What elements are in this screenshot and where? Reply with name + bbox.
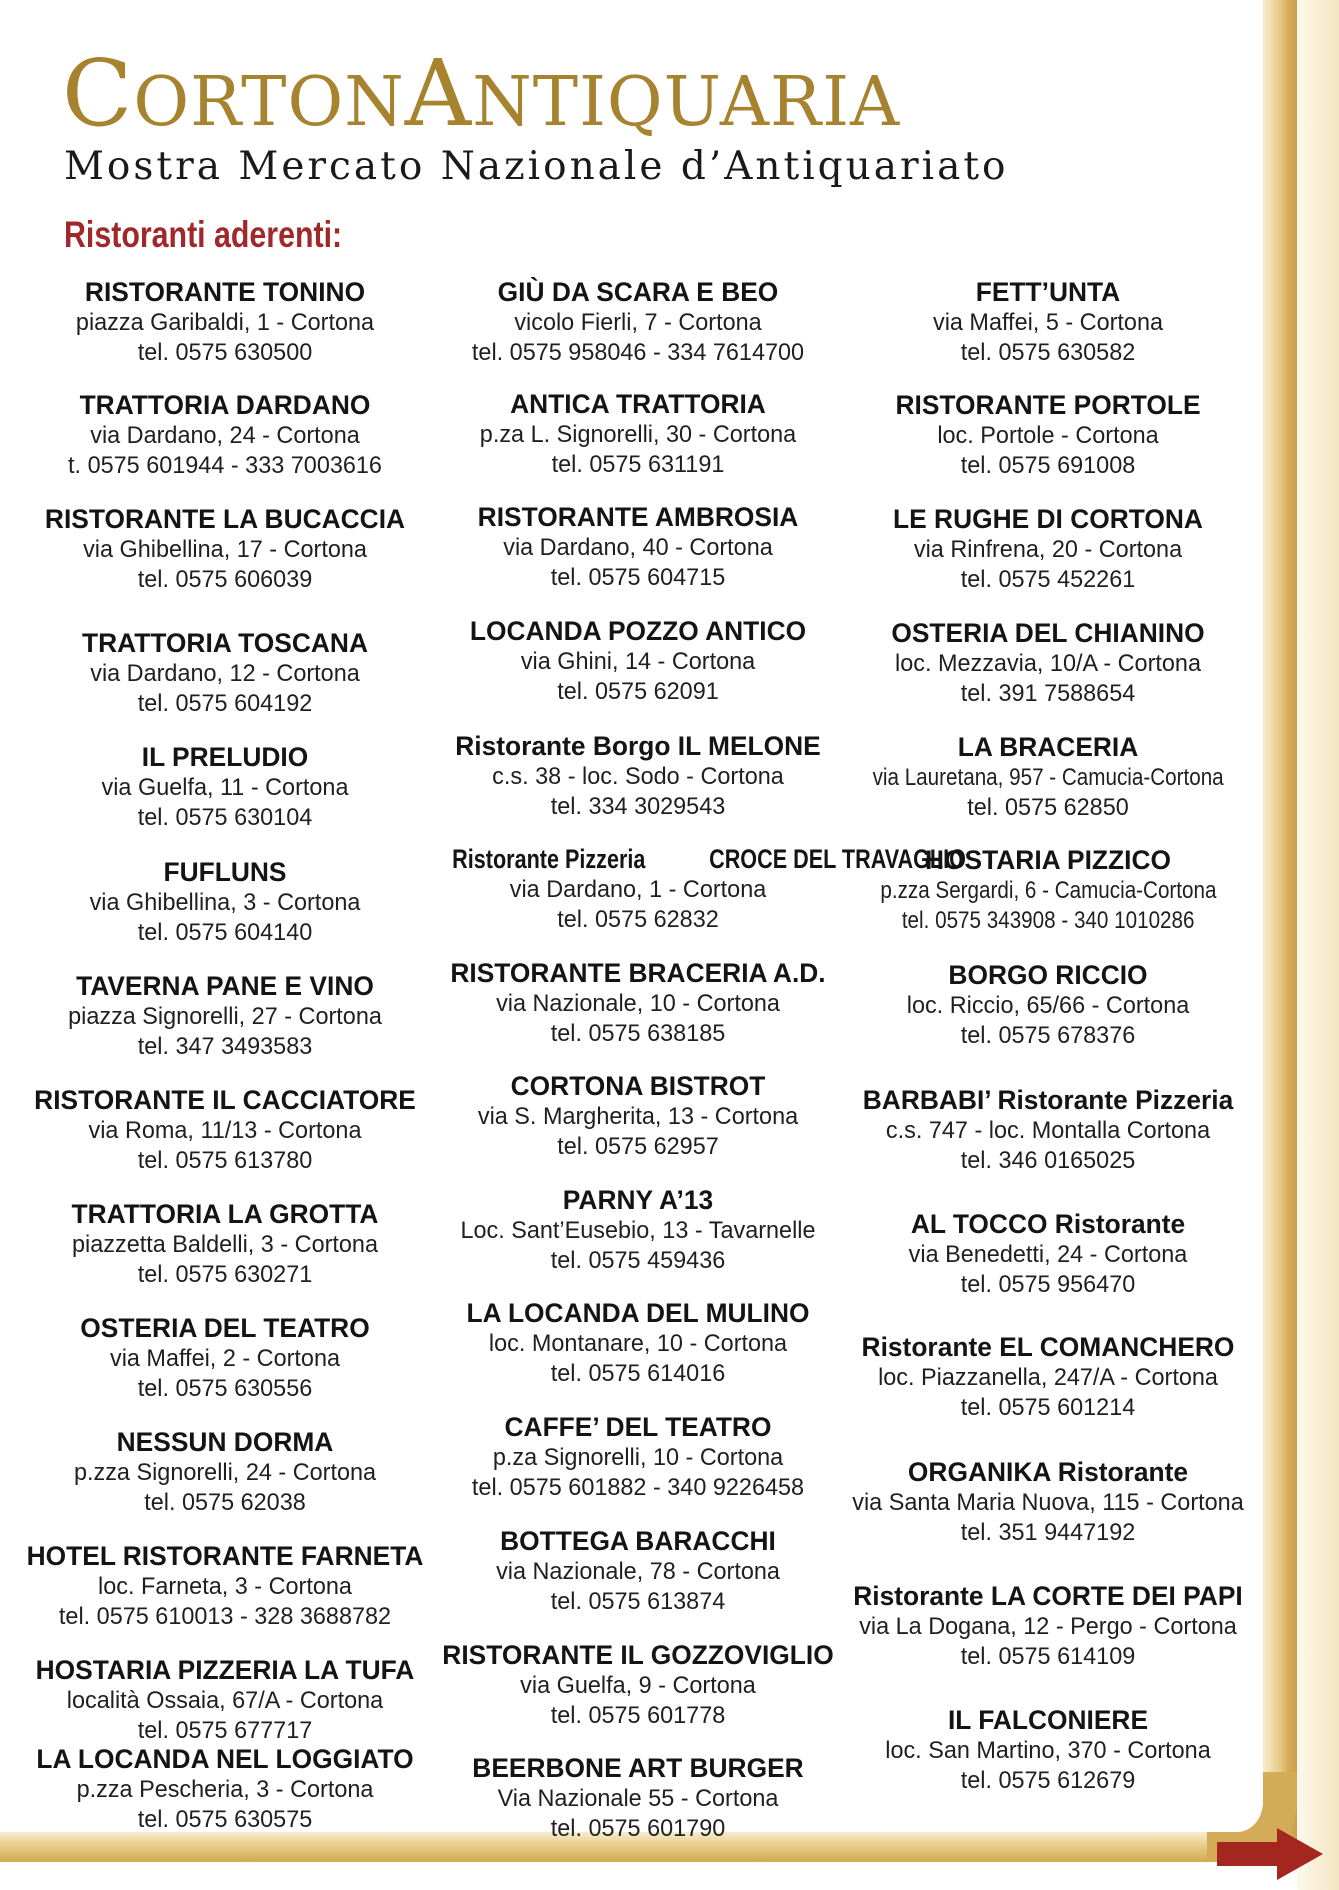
restaurant-address: loc. Portole - Cortona bbox=[937, 422, 1159, 449]
restaurant-name: IL FALCONIERE bbox=[947, 1705, 1149, 1735]
restaurant-name: LA LOCANDA NEL LOGGIATO bbox=[36, 1744, 414, 1774]
restaurant-phone: tel. 0575 610013 - 328 3688782 bbox=[58, 1603, 392, 1630]
restaurant-entry bbox=[15, 1426, 435, 1518]
restaurant-phone: tel. 0575 62957 bbox=[557, 1133, 719, 1160]
restaurant-address bbox=[838, 763, 1258, 793]
restaurant-name-main: CROCE DEL TRAVAGLIO bbox=[709, 844, 967, 874]
restaurant-phone: tel. 0575 459436 bbox=[550, 1247, 726, 1274]
restaurant-phone: tel. 0575 630104 bbox=[137, 804, 313, 831]
restaurant-entry bbox=[428, 1525, 848, 1617]
restaurant-address: c.s. 747 - loc. Montalla Cortona bbox=[885, 1117, 1211, 1144]
restaurant-phone: tel. 0575 630575 bbox=[137, 1806, 313, 1833]
restaurant-phone: tel. 0575 677717 bbox=[137, 1717, 313, 1744]
page-frame-right bbox=[1263, 0, 1297, 1845]
restaurant-address: via Maffei, 5 - Cortona bbox=[932, 309, 1164, 336]
restaurant-phone: t. 0575 601944 - 333 7003616 bbox=[68, 452, 382, 479]
restaurant-name: PARNY A’13 bbox=[562, 1185, 714, 1215]
restaurant-phone: tel. 0575 631191 bbox=[551, 451, 725, 478]
restaurant-phone: tel. 0575 601790 bbox=[550, 1815, 726, 1842]
restaurant-phone: tel. 334 3029543 bbox=[550, 793, 726, 820]
restaurant-entry bbox=[838, 276, 1258, 368]
restaurant-entry bbox=[428, 1411, 848, 1503]
restaurant-name: RISTORANTE TONINO bbox=[84, 277, 366, 307]
restaurant-address: via Dardano, 12 - Cortona bbox=[90, 660, 360, 687]
restaurant-entry bbox=[428, 1070, 848, 1162]
restaurant-phone: tel. 0575 606039 bbox=[137, 566, 313, 593]
restaurant-entry bbox=[15, 1743, 435, 1835]
restaurant-phone: tel. 0575 601214 bbox=[960, 1394, 1136, 1421]
restaurant-entry bbox=[15, 276, 435, 368]
restaurant-address: loc. Riccio, 65/66 - Cortona bbox=[906, 992, 1190, 1019]
restaurant-entry bbox=[838, 959, 1258, 1051]
restaurant-entry bbox=[428, 276, 848, 368]
restaurant-name: TAVERNA PANE E VINO bbox=[76, 971, 374, 1001]
restaurant-address: via Nazionale, 10 - Cortona bbox=[496, 990, 780, 1017]
restaurant-name: OSTERIA DEL TEATRO bbox=[80, 1313, 370, 1343]
restaurant-entry bbox=[428, 730, 848, 822]
restaurant-phone: tel. 391 7588654 bbox=[960, 680, 1136, 707]
restaurant-address: via Santa Maria Nuova, 115 - Cortona bbox=[852, 1489, 1244, 1516]
restaurant-name: LE RUGHE DI CORTONA bbox=[893, 504, 1203, 534]
restaurant-phone: tel. 0575 958046 - 334 7614700 bbox=[471, 339, 805, 366]
restaurant-phone: tel. 0575 604192 bbox=[137, 690, 313, 717]
restaurant-name: Ristorante LA CORTE DEI PAPI bbox=[853, 1581, 1243, 1611]
restaurant-name bbox=[428, 843, 967, 875]
restaurant-address: via Nazionale, 78 - Cortona bbox=[496, 1558, 780, 1585]
restaurant-entry bbox=[15, 1540, 435, 1632]
restaurant-name: BORGO RICCIO bbox=[948, 960, 1148, 990]
restaurant-phone: tel. 0575 613874 bbox=[550, 1588, 726, 1615]
restaurant-entry bbox=[428, 957, 848, 1049]
restaurant-entry bbox=[428, 1639, 848, 1731]
restaurant-address: via Guelfa, 9 - Cortona bbox=[520, 1672, 756, 1699]
restaurant-entry bbox=[428, 1297, 848, 1389]
restaurant-phone bbox=[838, 906, 1258, 936]
restaurant-address: p.za L. Signorelli, 30 - Cortona bbox=[479, 421, 797, 448]
restaurant-name: TRATTORIA TOSCANA bbox=[82, 628, 368, 658]
restaurant-address: c.s. 38 - loc. Sodo - Cortona bbox=[492, 763, 784, 790]
restaurant-entry bbox=[838, 731, 1258, 823]
page-frame-outer bbox=[1297, 0, 1339, 1890]
restaurant-entry bbox=[838, 1331, 1258, 1423]
restaurant-name: FUFLUNS bbox=[163, 857, 287, 887]
restaurant-name: RISTORANTE LA BUCACCIA bbox=[44, 504, 406, 534]
restaurant-address: via Dardano, 40 - Cortona bbox=[503, 534, 773, 561]
restaurant-entry bbox=[428, 501, 848, 593]
restaurant-address: via Dardano, 24 - Cortona bbox=[90, 422, 360, 449]
restaurant-name: LA BRACERIA bbox=[957, 732, 1139, 762]
restaurant-phone: tel. 0575 62850 bbox=[967, 794, 1129, 821]
restaurant-phone: tel. 0575 691008 bbox=[960, 452, 1136, 479]
restaurant-address: via Ghibellina, 17 - Cortona bbox=[83, 536, 367, 563]
tagline: Mostra Mercato Nazionale d’Antiquariato bbox=[64, 144, 1009, 189]
restaurant-phone: tel. 346 0165025 bbox=[960, 1147, 1136, 1174]
restaurant-phone: tel. 0575 613780 bbox=[137, 1147, 313, 1174]
restaurant-name: RISTORANTE BRACERIA A.D. bbox=[450, 958, 826, 988]
restaurant-name: OSTERIA DEL CHIANINO bbox=[891, 618, 1205, 648]
restaurant-name-prefix: Ristorante Pizzeria bbox=[452, 844, 646, 874]
restaurant-address: Loc. Sant’Eusebio, 13 - Tavarnelle bbox=[460, 1217, 816, 1244]
restaurant-name: RISTORANTE IL GOZZOVIGLIO bbox=[442, 1640, 834, 1670]
brand-word-1: ORTON bbox=[133, 63, 405, 142]
restaurant-entry bbox=[15, 970, 435, 1062]
restaurant-name: Ristorante EL COMANCHERO bbox=[861, 1332, 1235, 1362]
restaurant-name: RISTORANTE IL CACCIATORE bbox=[34, 1085, 416, 1115]
restaurant-address: via Roma, 11/13 - Cortona bbox=[88, 1117, 362, 1144]
restaurant-address: loc. Montanare, 10 - Cortona bbox=[488, 1330, 788, 1357]
restaurant-address: via Ghibellina, 3 - Cortona bbox=[89, 889, 361, 916]
restaurant-name: RISTORANTE AMBROSIA bbox=[477, 502, 799, 532]
restaurant-name: Ristorante Borgo IL MELONE bbox=[455, 731, 821, 761]
restaurant-name: HOSTARIA PIZZERIA LA TUFA bbox=[35, 1655, 415, 1685]
restaurant-name: NESSUN DORMA bbox=[116, 1427, 334, 1457]
brand-letter: A bbox=[404, 40, 473, 147]
restaurant-address: vicolo Fierli, 7 - Cortona bbox=[514, 309, 762, 336]
restaurant-name: BOTTEGA BARACCHI bbox=[500, 1526, 776, 1556]
restaurant-name: RISTORANTE PORTOLE bbox=[895, 390, 1201, 420]
restaurant-name: BEERBONE ART BURGER bbox=[472, 1753, 804, 1783]
restaurant-name: ANTICA TRATTORIA bbox=[510, 389, 766, 419]
restaurant-phone: tel. 0575 614109 bbox=[960, 1643, 1136, 1670]
restaurant-name: BARBABI’ Ristorante Pizzeria bbox=[862, 1085, 1234, 1115]
restaurant-entry bbox=[15, 1312, 435, 1404]
restaurant-entry bbox=[838, 1208, 1258, 1300]
restaurant-phone: tel. 0575 604715 bbox=[550, 564, 726, 591]
restaurant-entry bbox=[15, 1084, 435, 1176]
restaurant-address: località Ossaia, 67/A - Cortona bbox=[66, 1687, 384, 1714]
restaurant-phone: tel. 0575 630582 bbox=[960, 339, 1136, 366]
restaurant-phone: tel. 0575 614016 bbox=[550, 1360, 726, 1387]
section-title: Ristoranti aderenti: bbox=[64, 214, 343, 255]
restaurant-address: p.za Signorelli, 10 - Cortona bbox=[492, 1444, 784, 1471]
restaurant-address: piazza Garibaldi, 1 - Cortona bbox=[75, 309, 375, 336]
restaurant-address-text: via Lauretana, 957 - Camucia-Cortona bbox=[872, 764, 1224, 791]
restaurant-phone: tel. 0575 956470 bbox=[960, 1271, 1136, 1298]
restaurant-address: via Rinfrena, 20 - Cortona bbox=[913, 536, 1183, 563]
restaurant-name: TRATTORIA LA GROTTA bbox=[71, 1199, 379, 1229]
restaurant-name: GIÙ DA SCARA E BEO bbox=[497, 277, 779, 307]
restaurant-entry bbox=[428, 388, 848, 480]
restaurant-address: via Benedetti, 24 - Cortona bbox=[908, 1241, 1188, 1268]
restaurant-address: piazza Signorelli, 27 - Cortona bbox=[68, 1003, 382, 1030]
arrow-right-icon[interactable] bbox=[1215, 1826, 1325, 1882]
brand-word-2: NTIQUARIA bbox=[472, 63, 901, 142]
restaurant-entry bbox=[838, 503, 1258, 595]
restaurant-phone: tel. 0575 601882 - 340 9226458 bbox=[471, 1474, 805, 1501]
restaurant-name: HOTEL RISTORANTE FARNETA bbox=[26, 1541, 424, 1571]
restaurant-address: piazzetta Baldelli, 3 - Cortona bbox=[72, 1231, 378, 1258]
restaurant-name: CORTONA BISTROT bbox=[510, 1071, 766, 1101]
restaurant-name: LA LOCANDA DEL MULINO bbox=[466, 1298, 810, 1328]
restaurant-name: TRATTORIA DARDANO bbox=[79, 390, 371, 420]
restaurant-phone: tel. 0575 612679 bbox=[960, 1767, 1136, 1794]
restaurant-entry bbox=[15, 1198, 435, 1290]
restaurant-phone: tel. 351 9447192 bbox=[960, 1519, 1136, 1546]
restaurant-entry bbox=[838, 1704, 1258, 1796]
restaurant-name: FETT’UNTA bbox=[975, 277, 1121, 307]
restaurant-phone: tel. 0575 630500 bbox=[137, 339, 313, 366]
restaurant-entry bbox=[15, 389, 435, 481]
restaurant-entry bbox=[15, 627, 435, 719]
restaurant-phone: tel. 0575 62091 bbox=[557, 678, 719, 705]
restaurant-phone: tel. 0575 601778 bbox=[550, 1702, 726, 1729]
restaurant-entry bbox=[838, 1580, 1258, 1672]
restaurant-entry bbox=[15, 856, 435, 948]
restaurant-phone: tel. 0575 638185 bbox=[550, 1020, 726, 1047]
restaurant-entry bbox=[838, 844, 1258, 936]
restaurant-address-text: p.zza Sergardi, 6 - Camucia-Cortona bbox=[879, 877, 1217, 904]
restaurant-address: loc. Piazzanella, 247/A - Cortona bbox=[878, 1364, 1218, 1391]
restaurant-entry bbox=[15, 503, 435, 595]
restaurant-entry bbox=[15, 1654, 435, 1746]
restaurant-name: LOCANDA POZZO ANTICO bbox=[469, 616, 807, 646]
restaurant-entry bbox=[428, 843, 967, 935]
restaurant-address: loc. Mezzavia, 10/A - Cortona bbox=[895, 650, 1201, 677]
restaurant-name: IL PRELUDIO bbox=[141, 742, 309, 772]
restaurant-entry bbox=[838, 389, 1258, 481]
restaurant-phone: tel. 0575 604140 bbox=[137, 919, 313, 946]
restaurant-phone: tel. 347 3493583 bbox=[137, 1033, 313, 1060]
restaurant-address: loc. San Martino, 370 - Cortona bbox=[885, 1737, 1211, 1764]
restaurant-entry bbox=[15, 741, 435, 833]
restaurant-address: loc. Farneta, 3 - Cortona bbox=[98, 1573, 352, 1600]
restaurant-phone: tel. 0575 62038 bbox=[144, 1489, 306, 1516]
restaurant-address: via Guelfa, 11 - Cortona bbox=[101, 774, 349, 801]
restaurant-name: HOSTARIA PIZZICO bbox=[925, 845, 1171, 875]
restaurant-address bbox=[838, 876, 1258, 906]
brand-letter: C bbox=[62, 40, 134, 147]
restaurant-name: AL TOCCO Ristorante bbox=[910, 1209, 1186, 1239]
restaurant-address: via Maffei, 2 - Cortona bbox=[109, 1345, 341, 1372]
restaurant-phone: tel. 0575 678376 bbox=[960, 1022, 1136, 1049]
restaurant-address: via Ghini, 14 - Cortona bbox=[520, 648, 756, 675]
restaurant-phone: tel. 0575 630271 bbox=[137, 1261, 313, 1288]
restaurant-phone: tel. 0575 630556 bbox=[137, 1375, 313, 1402]
restaurant-name: ORGANIKA Ristorante bbox=[907, 1457, 1189, 1487]
restaurant-phone: tel. 0575 452261 bbox=[960, 566, 1136, 593]
restaurant-address: via La Dogana, 12 - Pergo - Cortona bbox=[859, 1613, 1237, 1640]
restaurant-address: p.zza Signorelli, 24 - Cortona bbox=[73, 1459, 377, 1486]
restaurant-entry bbox=[428, 615, 848, 707]
restaurant-entry bbox=[838, 1084, 1258, 1176]
restaurant-address: via Dardano, 1 - Cortona bbox=[509, 876, 767, 903]
restaurant-phone: tel. 0575 62832 bbox=[557, 906, 719, 933]
restaurant-address: via S. Margherita, 13 - Cortona bbox=[477, 1103, 799, 1130]
restaurant-entry bbox=[838, 1456, 1258, 1548]
restaurant-phone-text: tel. 0575 343908 - 340 1010286 bbox=[901, 907, 1195, 934]
restaurant-entry bbox=[428, 1752, 848, 1844]
restaurant-name: CAFFE’ DEL TEATRO bbox=[504, 1412, 772, 1442]
restaurant-entry bbox=[838, 617, 1258, 709]
restaurant-entry bbox=[428, 1184, 848, 1276]
brand-logo bbox=[62, 40, 901, 147]
restaurant-address: p.zza Pescheria, 3 - Cortona bbox=[76, 1776, 374, 1803]
restaurant-address: Via Nazionale 55 - Cortona bbox=[497, 1785, 779, 1812]
